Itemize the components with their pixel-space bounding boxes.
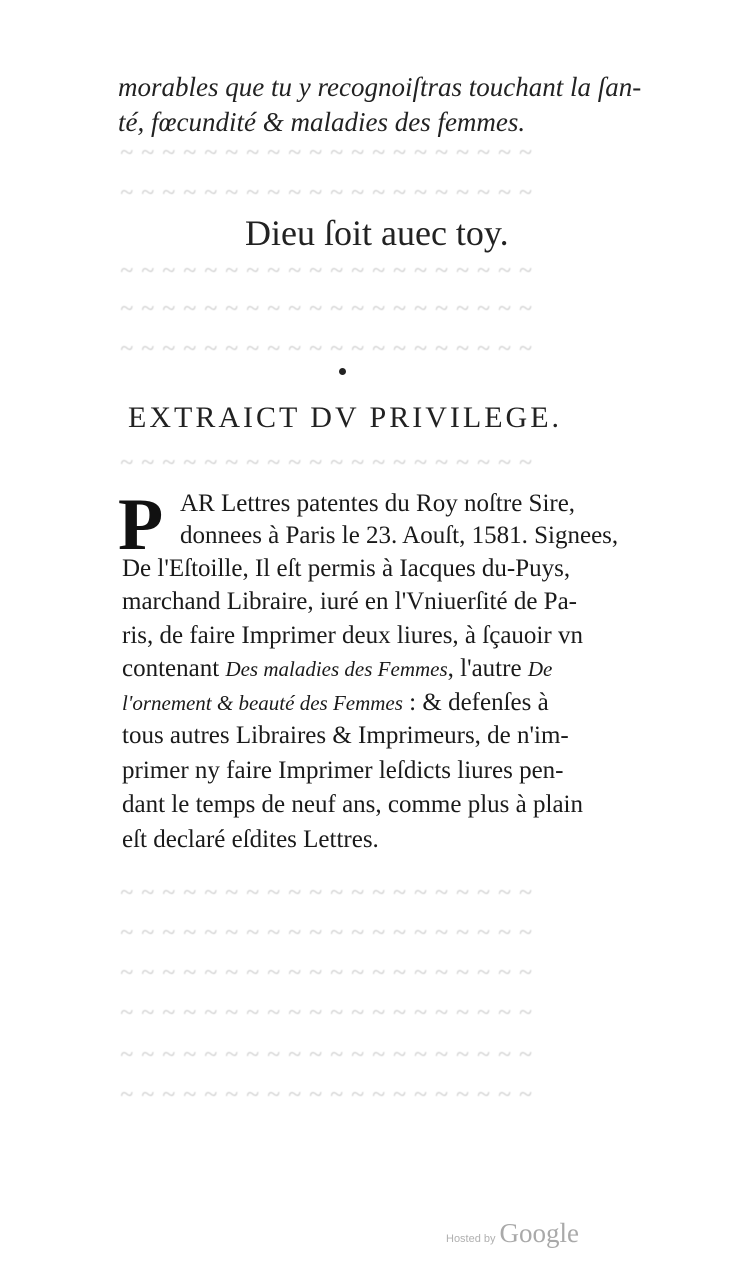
book-title: De bbox=[527, 657, 553, 681]
bleed-through: ~ ~ ~ ~ ~ ~ ~ ~ ~ ~ ~ ~ ~ ~ ~ ~ ~ ~ ~ ~ bbox=[120, 140, 533, 166]
intro-line: té, fœcundité & maladies des femmes. bbox=[118, 107, 526, 137]
book-title: Des maladies des Femmes bbox=[225, 657, 448, 681]
bleed-through: ~ ~ ~ ~ ~ ~ ~ ~ ~ ~ ~ ~ ~ ~ ~ ~ ~ ~ ~ ~ bbox=[120, 336, 533, 362]
privilege-heading: EXTRAICT DV PRIVILEGE. bbox=[128, 401, 563, 434]
bleed-through: ~ ~ ~ ~ ~ ~ ~ ~ ~ ~ ~ ~ ~ ~ ~ ~ ~ ~ ~ ~ bbox=[120, 296, 533, 322]
bleed-through: ~ ~ ~ ~ ~ ~ ~ ~ ~ ~ ~ ~ ~ ~ ~ ~ ~ ~ ~ ~ bbox=[120, 180, 533, 206]
privilege-text-line: tous autres Libraires & Imprimeurs, de n'im- bbox=[122, 722, 569, 749]
privilege-text-line bbox=[122, 689, 549, 717]
intro-line: morables que tu y recognoiſtras touchant la ſan- bbox=[118, 72, 642, 102]
privilege-text-line bbox=[122, 655, 552, 683]
hosted-by-label: Hosted by bbox=[446, 1233, 496, 1245]
privilege-text-line: primer ny faire Imprimer leſdicts liures pen- bbox=[122, 757, 564, 784]
privilege-text-line: De l'Eſtoille, Il eſt permis à Iacques du-Puys, bbox=[122, 555, 571, 582]
privilege-text-line: ris, de faire Imprimer deux liures, à ſçauoir vn bbox=[122, 622, 583, 649]
closing-salutation: Dieu ſoit auec toy. bbox=[245, 213, 509, 253]
privilege-text-line: marchand Libraire, iuré en l'Vniuerſité de Pa- bbox=[122, 588, 578, 615]
hosted-by-google-watermark bbox=[446, 1218, 579, 1249]
text-span: : & defenſes à bbox=[402, 689, 549, 716]
bleed-through: ~ ~ ~ ~ ~ ~ ~ ~ ~ ~ ~ ~ ~ ~ ~ ~ ~ ~ ~ ~ bbox=[120, 920, 533, 946]
bleed-through: ~ ~ ~ ~ ~ ~ ~ ~ ~ ~ ~ ~ ~ ~ ~ ~ ~ ~ ~ ~ bbox=[120, 1082, 533, 1108]
google-logo: Google bbox=[499, 1218, 580, 1248]
text-span: , l'autre bbox=[447, 655, 528, 682]
privilege-text-line: eſt declaré eſdites Lettres. bbox=[122, 826, 379, 853]
bleed-through: ~ ~ ~ ~ ~ ~ ~ ~ ~ ~ ~ ~ ~ ~ ~ ~ ~ ~ ~ ~ bbox=[120, 450, 533, 476]
privilege-text-line: donnees à Paris le 23. Aouſt, 1581. Signees, bbox=[180, 522, 619, 549]
bleed-through: ~ ~ ~ ~ ~ ~ ~ ~ ~ ~ ~ ~ ~ ~ ~ ~ ~ ~ ~ ~ bbox=[120, 1000, 533, 1026]
bleed-through: ~ ~ ~ ~ ~ ~ ~ ~ ~ ~ ~ ~ ~ ~ ~ ~ ~ ~ ~ ~ bbox=[120, 880, 533, 906]
bleed-through: ~ ~ ~ ~ ~ ~ ~ ~ ~ ~ ~ ~ ~ ~ ~ ~ ~ ~ ~ ~ bbox=[120, 258, 533, 284]
bleed-through: ~ ~ ~ ~ ~ ~ ~ ~ ~ ~ ~ ~ ~ ~ ~ ~ ~ ~ ~ ~ bbox=[120, 960, 533, 986]
drop-cap: P bbox=[118, 484, 164, 566]
ornament-dot bbox=[339, 368, 346, 375]
text-span: contenant bbox=[122, 655, 226, 682]
bleed-through: ~ ~ ~ ~ ~ ~ ~ ~ ~ ~ ~ ~ ~ ~ ~ ~ ~ ~ ~ ~ bbox=[120, 1042, 533, 1068]
privilege-text-line: AR Lettres patentes du Roy noſtre Sire, bbox=[180, 490, 576, 517]
book-title: l'ornement & beauté des Femmes bbox=[122, 691, 403, 715]
privilege-text-line: dant le temps de neuf ans, comme plus à plain bbox=[122, 791, 583, 818]
